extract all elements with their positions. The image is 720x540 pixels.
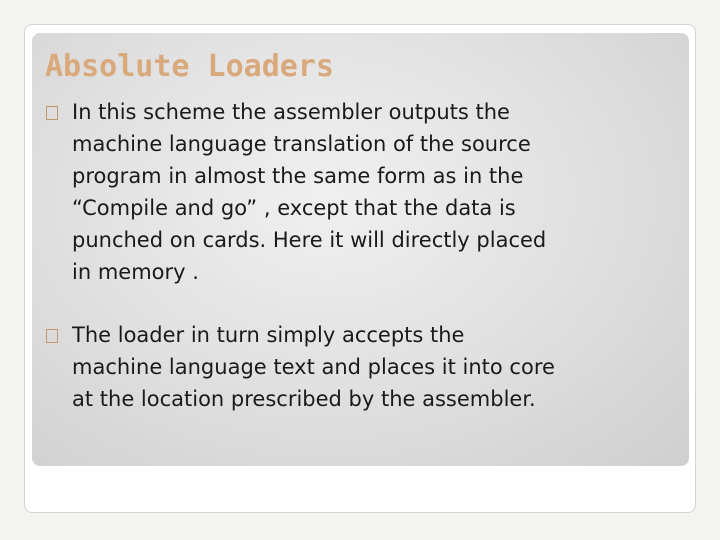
square-bullet-icon xyxy=(46,319,70,353)
bullet-text: The loader in turn simply accepts the machine language text and places it into core at the location prescribed by the assembler. xyxy=(72,323,555,411)
slide-title: Absolute Loaders xyxy=(45,49,334,84)
bullet-item xyxy=(46,319,686,415)
bullet-text: In this scheme the assembler outputs the machine language translation of the source program in almost the same form as in the “Compile and go” , except that the data is punched on cards. Here it will directly placed in memory . xyxy=(72,100,547,284)
bullet-item xyxy=(46,96,686,288)
square-bullet-icon xyxy=(46,96,70,130)
